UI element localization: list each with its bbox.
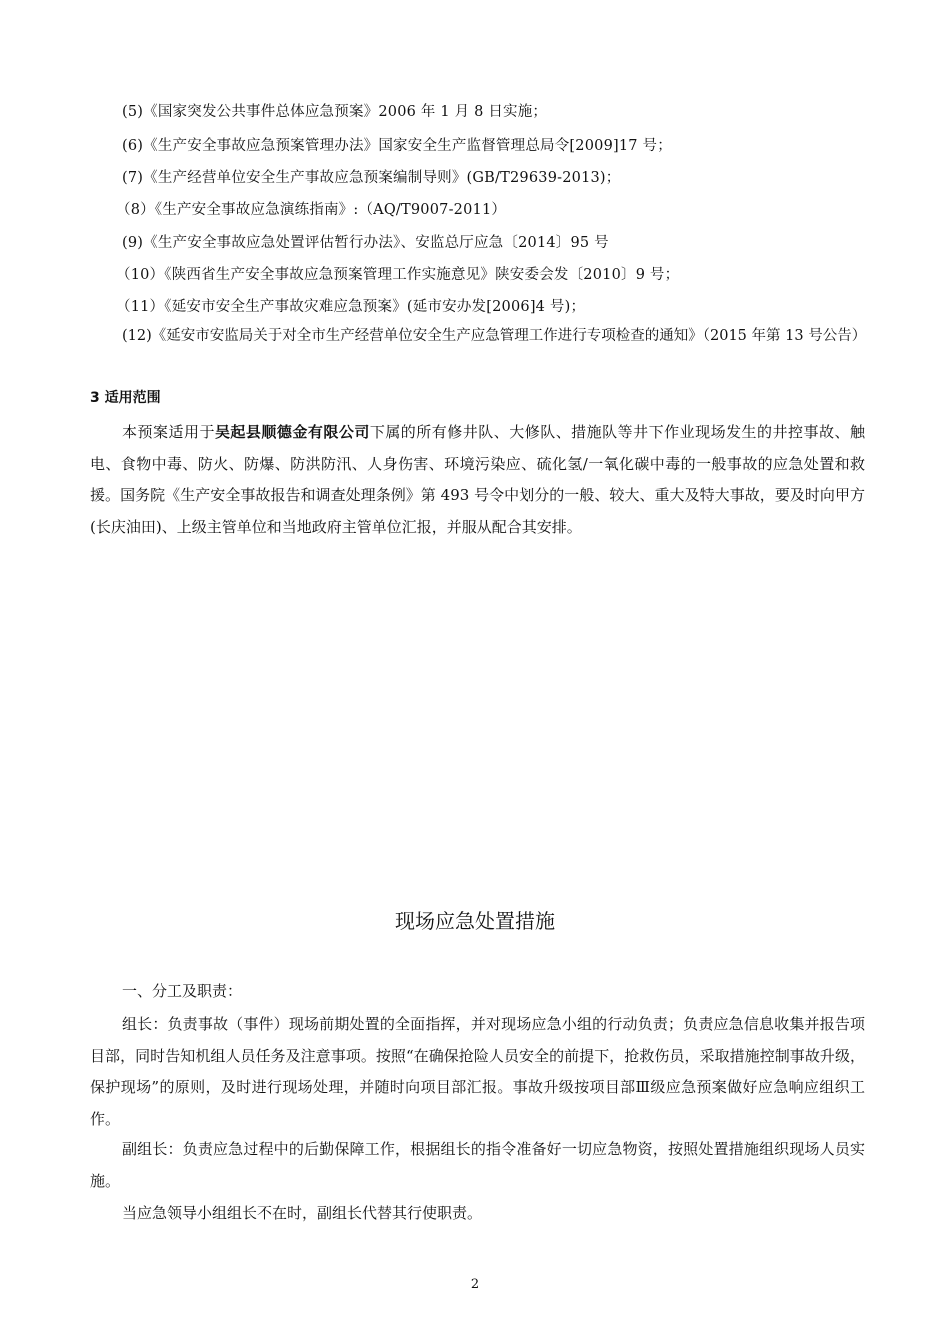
reference-8: （8）《生产安全事故应急演练指南》:（AQ/T9007-2011） (116, 202, 507, 218)
reference-11: （11）《延安市安全生产事故灾难应急预案》(延市安办发[2006]4 号)； (116, 299, 586, 315)
reference-9: (9)《生产安全事故应急处置评估暂行办法》、安监总厅应急〔2014〕95 号 (122, 235, 609, 251)
scope-body: 下属的所有修井队、大修队、措施队等井下作业现场发生的井控事故、触电、食物中毒、防火、防爆、防洪防汛、人身伤害、环境污染应、硫化氢/一氧化碳中毒的一般事故的应急处置和救援。国务院《生产安全事故报告和调查处理条例》第 493 号令中划分的一般、较大、重大及特大事故，要及时向甲方(长庆油田)、上级主管单位和当地政府主管单位汇报，并服从配合其安排。 (90, 423, 865, 536)
scope-prefix: 本预案适用于 (122, 423, 215, 441)
reference-6: (6)《生产安全事故应急预案管理办法》国家安全生产监督管理总局令[2009]17 号； (122, 138, 672, 154)
company-name: 吴起县顺德金有限公司 (214, 423, 370, 441)
leader-duties: 组长：负责事故（事件）现场前期处置的全面指挥，并对现场应急小组的行动负责；负责应急信息收集并报告项目部，同时告知机组人员任务及注意事项。按照“在确保抢险人员安全的前提下，抢救伤员，采取措施控制事故升级，保护现场”的原则，及时进行现场处理，并随时向项目部汇报。事故升级按项目部Ⅲ级应急预案做好应急响应组织工作。 (90, 1015, 865, 1128)
deputy-duties: 副组长：负责应急过程中的后勤保障工作，根据组长的指令准备好一切应急物资，按照处置措施组织现场人员实施。 (90, 1140, 865, 1190)
reference-7: (7)《生产经营单位安全生产事故应急预案编制导则》(GB/T29639-2013)； (122, 170, 621, 186)
reference-12: (12)《延安市安监局关于对全市生产经营单位安全生产应急管理工作进行专项检查的通知》（2015 年第 13 号公告） (122, 328, 867, 344)
section-heading-scope: 3 适用范围 (90, 390, 161, 406)
absence-note: 当应急领导小组组长不在时，副组长代替其行使职责。 (122, 1204, 483, 1222)
page-title: 现场应急处置措施 (395, 909, 555, 933)
reference-5: (5)《国家突发公共事件总体应急预案》2006 年 1 月 8 日实施； (122, 104, 548, 120)
reference-10: （10）《陕西省生产安全事故应急预案管理工作实施意见》陕安委会发〔2010〕9 号； (116, 267, 680, 283)
section-division-heading: 一、分工及职责： (122, 982, 243, 1000)
scope-paragraph (90, 417, 865, 543)
page-number: 2 (470, 1277, 480, 1292)
